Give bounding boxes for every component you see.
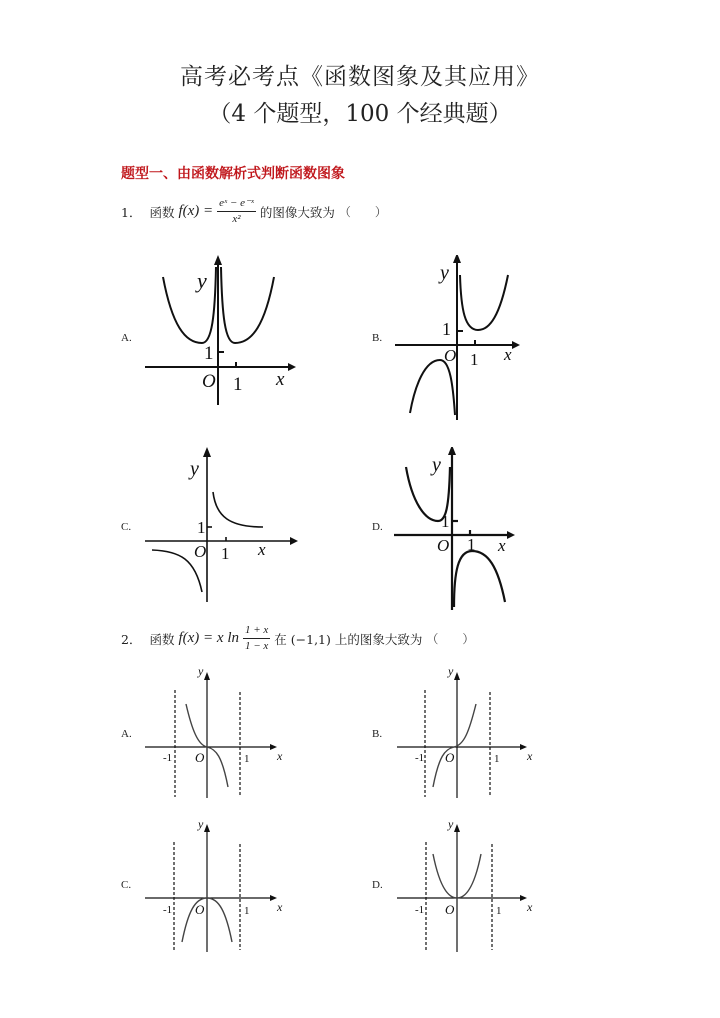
- option-label-2b: B.: [372, 728, 383, 740]
- function-expression: f(x) = x ln: [178, 630, 239, 646]
- svg-text:1: 1: [494, 753, 500, 765]
- graph-2c: [140, 812, 300, 960]
- numerator: eˣ − e⁻ˣ: [217, 197, 256, 212]
- svg-text:x: x: [276, 369, 285, 390]
- option-label-1b: B.: [372, 332, 383, 344]
- question-interval: 在 (−1,1) 上的图象大致为: [274, 631, 423, 647]
- question-suffix: 的图像大致为: [259, 204, 335, 220]
- svg-text:1: 1: [197, 518, 206, 537]
- svg-text:O: O: [194, 542, 207, 561]
- option-label-2a: A.: [121, 728, 132, 740]
- graph-2d: [390, 812, 550, 960]
- y-arrow-icon: [214, 255, 222, 265]
- graph-1a: [140, 255, 310, 420]
- svg-text:O: O: [444, 346, 457, 365]
- option-label-1a: A.: [121, 332, 132, 344]
- svg-text:O: O: [437, 536, 450, 555]
- question-number: 2．: [121, 631, 142, 647]
- option-label-2d: D.: [372, 879, 383, 891]
- fraction: [217, 197, 256, 226]
- svg-text:y: y: [190, 458, 199, 480]
- answer-blank: （ ）: [338, 205, 387, 219]
- graph-2a: [140, 660, 300, 805]
- graph-1b: [390, 255, 530, 425]
- question-2: [121, 624, 474, 653]
- svg-text:y: y: [448, 817, 454, 831]
- question-prefix: 函数: [149, 631, 175, 647]
- svg-text:1: 1: [441, 512, 450, 531]
- answer-blank: （ ）: [426, 632, 475, 646]
- question-prefix: 函数: [149, 204, 175, 220]
- svg-text:O: O: [445, 750, 455, 765]
- svg-text:-1: -1: [415, 752, 425, 764]
- numerator: 1 + x: [243, 624, 270, 639]
- svg-text:y: y: [440, 262, 449, 284]
- svg-text:y: y: [432, 454, 441, 476]
- svg-text:-1: -1: [415, 904, 425, 916]
- svg-text:1: 1: [496, 905, 502, 917]
- option-label-1c: C.: [121, 521, 132, 533]
- svg-text:x: x: [277, 900, 283, 914]
- svg-text:1: 1: [470, 350, 479, 369]
- svg-text:-1: -1: [163, 752, 173, 764]
- section-heading: 题型一、由函数解析式判断函数图象: [121, 166, 345, 182]
- svg-text:1: 1: [221, 544, 230, 563]
- graph-1d: [390, 447, 530, 617]
- svg-text:O: O: [195, 902, 205, 917]
- question-number: 1．: [121, 204, 142, 220]
- denominator: x²: [232, 213, 241, 225]
- svg-text:O: O: [195, 750, 205, 765]
- document-title: 高考必考点《函数图象及其应用》: [180, 64, 540, 90]
- x-arrow-icon: [288, 363, 296, 371]
- question-1: [121, 197, 387, 226]
- svg-text:-1: -1: [163, 904, 173, 916]
- svg-text:1: 1: [244, 753, 250, 765]
- svg-text:x: x: [277, 749, 283, 763]
- svg-text:O: O: [445, 902, 455, 917]
- svg-text:y: y: [448, 664, 454, 678]
- svg-text:1: 1: [467, 535, 476, 554]
- svg-text:1: 1: [204, 343, 214, 364]
- svg-text:x: x: [527, 900, 533, 914]
- svg-text:x: x: [504, 345, 512, 364]
- graph-2b: [390, 660, 550, 805]
- option-label-1d: D.: [372, 521, 383, 533]
- fraction: [243, 624, 270, 653]
- svg-text:x: x: [498, 536, 506, 555]
- svg-text:y: y: [198, 817, 204, 831]
- svg-text:x: x: [258, 540, 266, 559]
- svg-text:1: 1: [244, 905, 250, 917]
- document-subtitle: （4 个题型，100 个经典题）: [208, 101, 512, 127]
- svg-text:1: 1: [233, 374, 243, 395]
- svg-text:y: y: [197, 268, 207, 293]
- function-expression: f(x) =: [178, 203, 214, 219]
- denominator: 1 − x: [244, 640, 269, 652]
- svg-text:y: y: [198, 664, 204, 678]
- svg-text:O: O: [202, 371, 216, 392]
- option-label-2c: C.: [121, 879, 132, 891]
- svg-text:1: 1: [442, 319, 451, 339]
- svg-text:x: x: [527, 749, 533, 763]
- graph-1c: [140, 447, 310, 612]
